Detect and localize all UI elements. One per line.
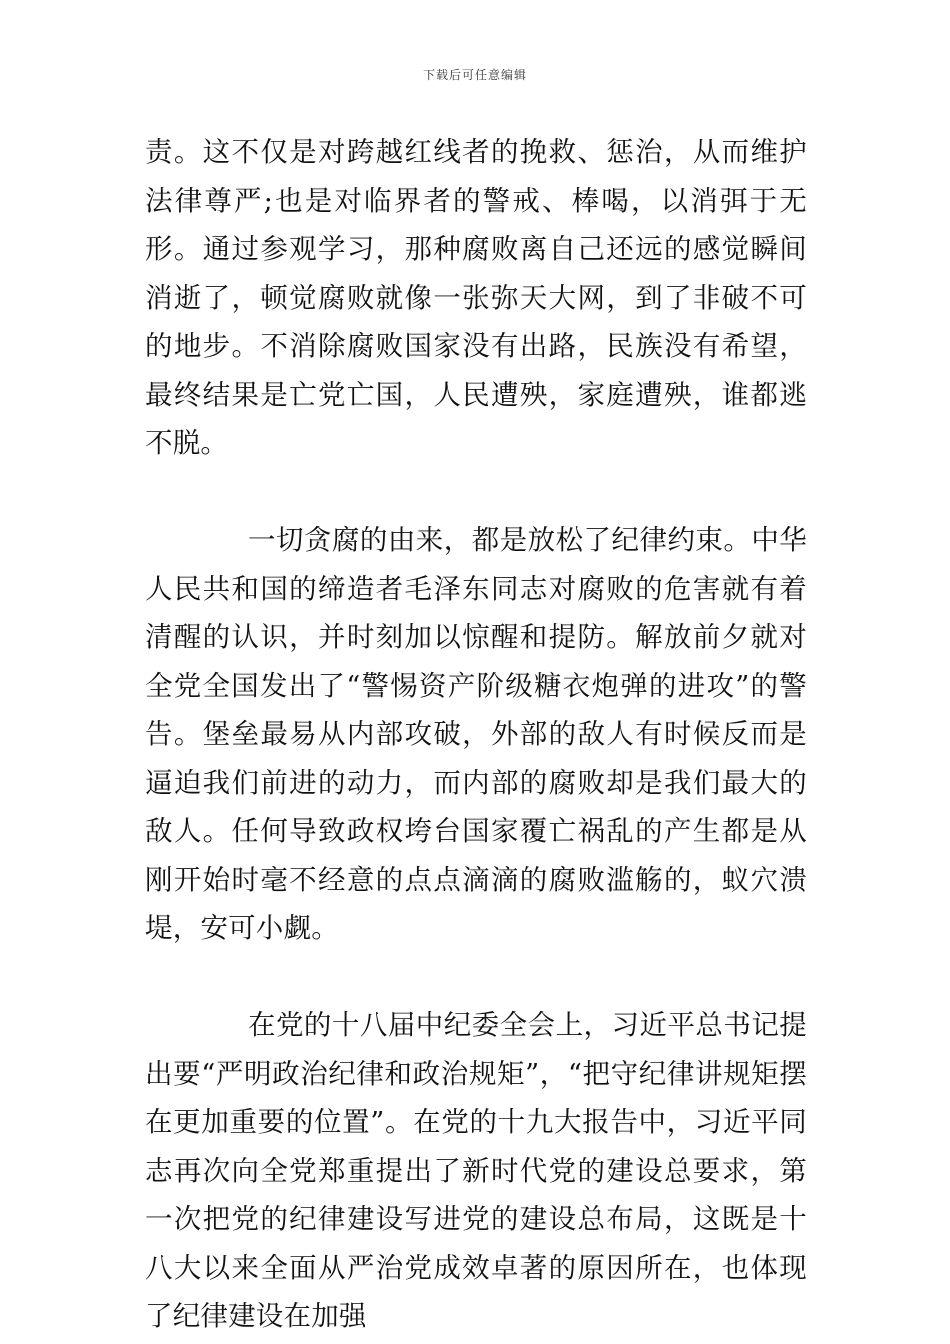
page-header: 下载后可任意编辑	[422, 68, 527, 82]
paragraph-2: 一切贪腐的由来，都是放松了纪律约束。中华人民共和国的缔造者毛泽东同志对腐败的危害就有着清醒的认识，并时刻加以惊醒和提防。解放前夕就对全党全国发出了“警惕资产阶级糖衣炮弹的进攻”的警告。堡垒最易从内部攻破，外部的敌人有时候反而是逼迫我们前进的动力，而内部的腐败却是我们最大的敌人。任何导致政权垮台国家覆亡祸乱的产生都是从刚开始时毫不经意的点点滴滴的腐败滥觞的，蚁穴溃堤，安可小觑。	[145, 524, 807, 944]
paragraph-1: 责。这不仅是对跨越红线者的挽救、惩治，从而维护法律尊严;也是对临界者的警戒、棒喝，以消弭于无形。通过参观学习，那种腐败离自己还远的感觉瞬间消逝了，顿觉腐败就像一张弥天大网，到了非破不可的地步。不消除腐败国家没有出路，民族没有希望，最终结果是亡党亡国，人民遭殃，家庭遭殃，谁都逃不脱。	[145, 136, 807, 459]
document-body	[145, 128, 807, 1341]
paragraph-3: 在党的十八届中纪委全会上，习近平总书记提出要“严明政治纪律和政治规矩”，“把守纪律讲规矩摆在更加重要的位置”。在党的十九大报告中，习近平同志再次向全党郑重提出了新时代党的建设总要求，第一次把党的纪律建设写进党的建设总布局，这既是十八大以来全面从严治党成效卓著的原因所在，也体现了纪律建设在加强	[145, 1009, 807, 1332]
paragraph-gap	[145, 953, 807, 1002]
paragraph-gap	[145, 468, 807, 517]
